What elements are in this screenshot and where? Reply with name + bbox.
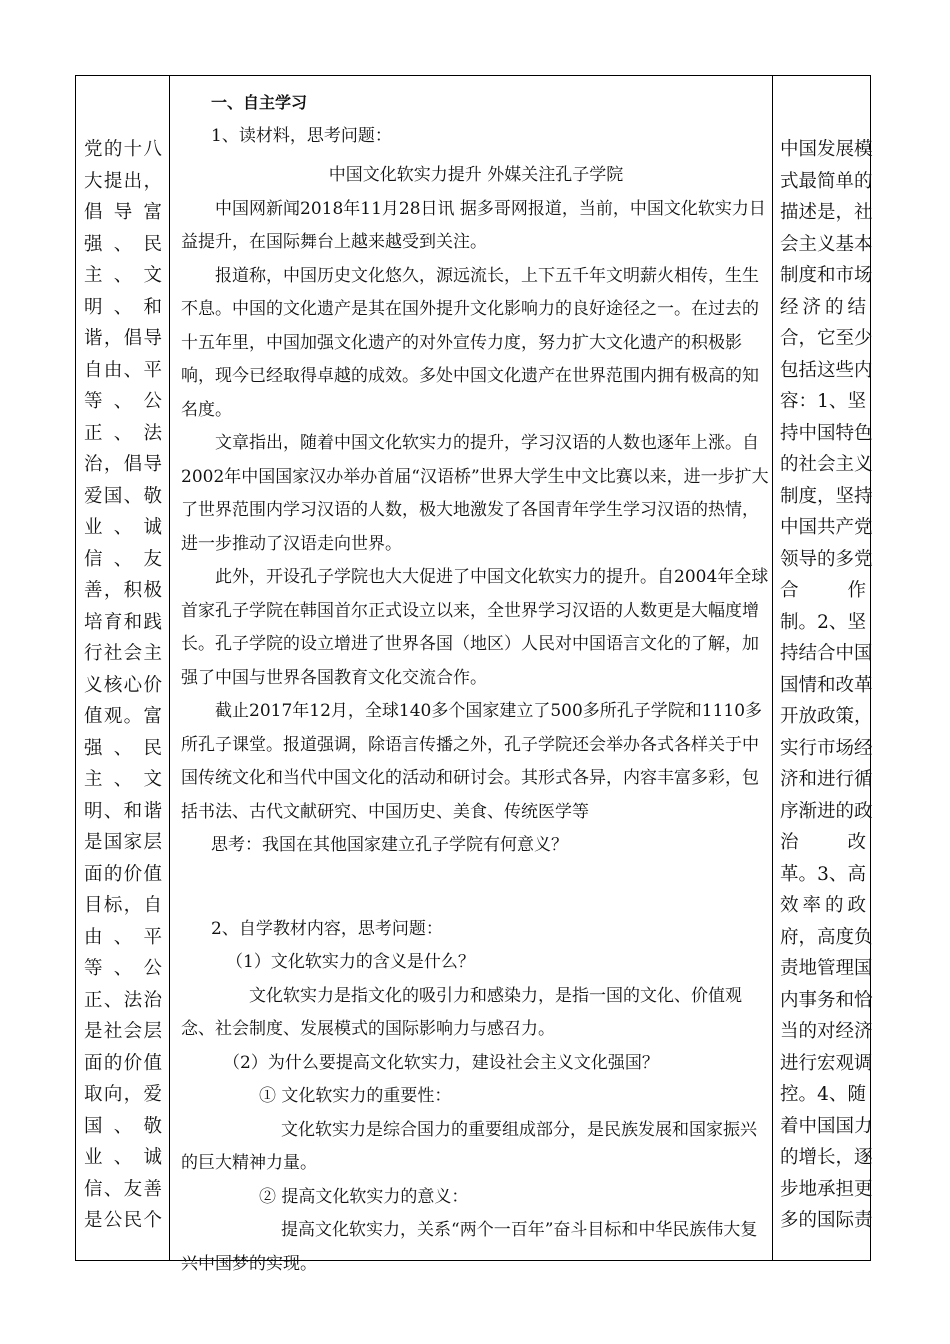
right-note-line: 会主义基本 bbox=[780, 233, 873, 255]
right-note-line: 制。2、坚 bbox=[780, 611, 866, 633]
article-paragraph: 此外，开设孔子学院也大大促进了中国文化软实力的提升。自2004年全球首家孔子学院在韩国首尔正式设立以来，全世界学习汉语的人数更是大幅度增长。孔子学院的设立增进了世界各国（地区）人民对中国语言文化的了解，加强了中国与世界各国教育文化交流合作。 bbox=[181, 567, 769, 688]
left-note-line: 善，积极 bbox=[84, 580, 162, 601]
right-note-line: 开放政策， bbox=[780, 706, 873, 727]
right-note-line: 着中国国力 bbox=[780, 1115, 873, 1137]
answer-2-point-1: 文化软实力是综合国力的重要组成部分，是民族发展和国家振兴的巨大精神力量。 bbox=[181, 1119, 757, 1173]
left-note-line: 义核心价 bbox=[84, 674, 162, 696]
section-heading: 一、自主学习 bbox=[211, 93, 308, 112]
left-note-line: 是国家层 bbox=[84, 832, 162, 853]
question-1: （1）文化软实力的含义是什么？ bbox=[226, 952, 475, 972]
right-note-line: 效率的政 bbox=[780, 895, 866, 916]
left-note-line: 培育和践 bbox=[84, 611, 162, 633]
right-note-line: 持结合中国 bbox=[780, 643, 873, 664]
question-2: （2）为什么要提高文化软实力，建设社会主义文化强国？ bbox=[223, 1052, 659, 1073]
left-note-line: 强、民 bbox=[84, 737, 162, 759]
right-note-line: 国情和改革 bbox=[780, 674, 873, 696]
right-note-line: 制度和市场 bbox=[780, 265, 873, 286]
left-note-line: 正、法 bbox=[84, 422, 162, 444]
left-note-line: 面的价值 bbox=[84, 1052, 162, 1074]
main-content-column bbox=[181, 86, 771, 1281]
right-note-line: 制度，坚持 bbox=[780, 485, 873, 507]
right-note-line: 治改 bbox=[780, 832, 866, 853]
left-note-line: 党的十八 bbox=[84, 139, 162, 160]
right-note-line: 经济的结 bbox=[780, 296, 866, 318]
left-note-line: 国、敬 bbox=[84, 1115, 162, 1137]
article-paragraph: 报道称，中国历史文化悠久，源远流长，上下五千年文明薪火相传，生生不息。中国的文化遗产是其在国外提升文化影响力的良好途径之一。在过去的十五年里，中国加强文化遗产的对外宣传力度，努力扩大文化遗产的积极影响，现今已经取得卓越的成效。多处中国文化遗产在世界范围内拥有极高的知名度。 bbox=[181, 265, 759, 420]
right-note-line: 描述是，社 bbox=[780, 202, 873, 223]
answer-space bbox=[181, 863, 771, 913]
left-note-line: 信、友善 bbox=[84, 1178, 162, 1200]
right-note-line: 责地管理国 bbox=[780, 958, 873, 979]
article-paragraph: 中国网新闻2018年11月28日讯 据多哥网报道，当前，中国文化软实力日益提升，在国际舞台上越来越受到关注。 bbox=[181, 198, 766, 252]
left-notes-column bbox=[84, 134, 162, 1237]
right-note-line: 中国共产党 bbox=[780, 517, 873, 538]
think-question: 思考：我国在其他国家建立孔子学院有何意义？ bbox=[211, 835, 568, 855]
right-note-line: 合作 bbox=[780, 580, 866, 601]
left-note-line: 谐，倡导 bbox=[84, 328, 162, 349]
left-note-line: 强、民 bbox=[84, 233, 162, 255]
left-note-line: 明、和 bbox=[84, 296, 162, 318]
right-note-line: 步地承担更 bbox=[780, 1178, 873, 1200]
right-note-line: 革。3、高 bbox=[780, 863, 866, 885]
right-note-line: 的社会主义 bbox=[780, 454, 873, 475]
right-note-line: 当的对经济 bbox=[780, 1021, 873, 1042]
right-note-line: 府，高度负 bbox=[780, 926, 873, 948]
article-paragraph: 截止2017年12月，全球140多个国家建立了500多所孔子学院和1110多所孔子课堂。报道强调，除语言传播之外，孔子学院还会举办各式各样关于中国传统文化和当代中国文化的活动和研讨会。其形式各异，内容丰富多彩，包括书法、古代文献研究、中国历史、美食、传统医学等 bbox=[181, 701, 763, 822]
right-note-line: 的增长，逐 bbox=[780, 1147, 873, 1168]
right-note-line: 控。4、随 bbox=[780, 1084, 866, 1105]
left-note-line: 信、友 bbox=[84, 548, 162, 570]
left-note-line: 倡导富 bbox=[84, 202, 162, 223]
right-note-line: 持中国特色 bbox=[780, 422, 873, 444]
left-note-line: 等、公 bbox=[84, 958, 162, 979]
left-note-line: 正、法治 bbox=[84, 989, 162, 1011]
left-note-line: 是社会层 bbox=[84, 1021, 162, 1042]
left-note-line: 由、平 bbox=[84, 926, 162, 948]
left-note-line: 主、文 bbox=[84, 265, 162, 286]
left-note-line: 明、和谐 bbox=[84, 800, 162, 822]
left-note-line: 值观。富 bbox=[84, 706, 162, 727]
left-note-line: 是公民个 bbox=[84, 1210, 162, 1231]
right-note-line: 序渐进的政 bbox=[780, 800, 873, 822]
article-title: 中国文化软实力提升 外媒关注孔子学院 bbox=[328, 165, 624, 185]
task-1-heading: 1、读材料，思考问题： bbox=[211, 125, 392, 146]
question-2-point-2: ② 提高文化软实力的意义： bbox=[259, 1186, 469, 1207]
left-note-line: 治，倡导 bbox=[84, 454, 162, 475]
right-notes-column bbox=[780, 134, 873, 1237]
article-paragraph: 文章指出，随着中国文化软实力的提升，学习汉语的人数也逐年上涨。自2002年中国国家汉办举办首届“汉语桥”世界大学生中文比赛以来，进一步扩大了世界范围内学习汉语的人数，极大地激发了各国青年学生学习汉语的热情，进一步推动了汉语走向世界。 bbox=[181, 433, 769, 554]
left-note-line: 目标，自 bbox=[84, 895, 162, 916]
left-note-line: 业、诚 bbox=[84, 1147, 162, 1168]
right-note-line: 济和进行循 bbox=[780, 769, 873, 790]
right-note-line: 中国发展模 bbox=[780, 139, 873, 160]
right-note-line: 领导的多党 bbox=[780, 548, 873, 570]
right-note-line: 合，它至少 bbox=[780, 328, 873, 349]
right-note-line: 进行宏观调 bbox=[780, 1052, 873, 1074]
left-note-line: 主、文 bbox=[84, 769, 162, 790]
left-note-line: 面的价值 bbox=[84, 863, 162, 885]
left-note-line: 取向，爱 bbox=[84, 1084, 162, 1105]
right-column-divider bbox=[772, 76, 773, 1260]
right-note-line: 多的国际责 bbox=[780, 1210, 873, 1231]
worksheet-table bbox=[75, 75, 873, 1274]
left-note-line: 等、公 bbox=[84, 391, 162, 412]
left-note-line: 业、诚 bbox=[84, 517, 162, 538]
right-note-line: 内事务和恰 bbox=[780, 989, 873, 1011]
left-column-divider bbox=[169, 76, 170, 1260]
left-note-line: 自由、平 bbox=[84, 359, 162, 381]
left-note-line: 爱国、敬 bbox=[84, 485, 162, 507]
left-note-line: 大提出， bbox=[84, 170, 162, 192]
left-note-line: 行社会主 bbox=[84, 643, 162, 664]
answer-1: 文化软实力是指文化的吸引力和感染力，是指一国的文化、价值观念、社会制度、发展模式的国际影响力与感召力。 bbox=[181, 985, 742, 1039]
right-note-line: 包括这些内 bbox=[780, 359, 873, 381]
right-note-line: 容：1、坚 bbox=[780, 391, 866, 412]
right-note-line: 实行市场经 bbox=[780, 737, 873, 759]
answer-2-point-2: 提高文化软实力，关系“两个一百年”奋斗目标和中华民族伟大复兴中国梦的实现。 bbox=[181, 1220, 758, 1274]
task-2-heading: 2、自学教材内容，思考问题： bbox=[211, 918, 443, 939]
right-note-line: 式最简单的 bbox=[780, 170, 873, 192]
question-2-point-1: ① 文化软实力的重要性： bbox=[259, 1086, 452, 1106]
